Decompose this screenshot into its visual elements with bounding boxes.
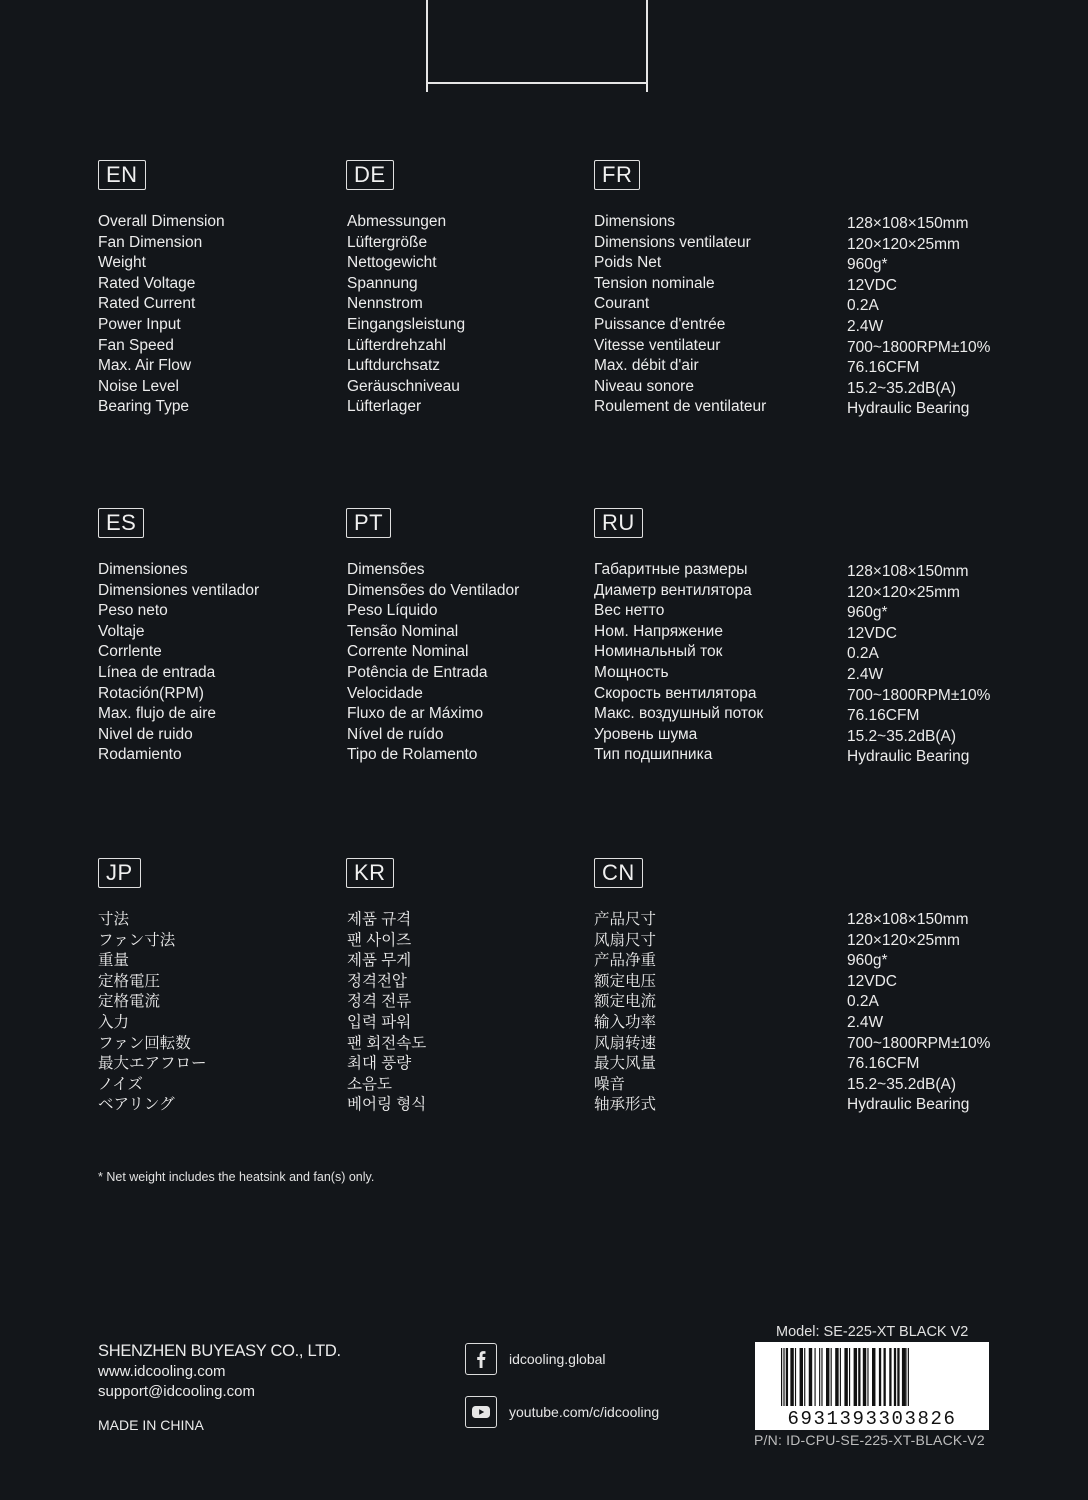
spec-item: ノイズ <box>98 1075 143 1093</box>
spec-item: Rotación(RPM) <box>98 684 204 702</box>
spec-item: 寸法 <box>98 911 130 928</box>
spec-item: ファン回転数 <box>98 1034 191 1052</box>
spec-item: 定格電圧 <box>98 972 161 990</box>
spec-labels-de <box>347 212 465 418</box>
facebook-link[interactable] <box>465 1343 606 1375</box>
company-email-link[interactable]: support@idcooling.com <box>98 1383 255 1400</box>
product-barcode <box>755 1342 989 1430</box>
spec-values <box>847 562 990 768</box>
spec-item: Spannung <box>347 274 418 292</box>
spec-item: Línea de entrada <box>98 663 216 681</box>
spec-item: 最大风量 <box>594 1055 657 1073</box>
spec-item: Overall Dimension <box>98 213 225 230</box>
spec-item: Weight <box>98 254 146 272</box>
barcode-number: 6931393303826 <box>787 1408 957 1430</box>
barcode-bar <box>786 1348 788 1408</box>
spec-item: 120×120×25mm <box>847 583 960 601</box>
youtube-icon <box>465 1396 497 1428</box>
spec-item: 120×120×25mm <box>847 931 960 949</box>
spec-item: Corrlente <box>98 643 162 661</box>
spec-item: Roulement de ventilateur <box>594 398 767 416</box>
spec-item: 제품 규격 <box>347 911 412 928</box>
spec-item: Courant <box>594 295 650 313</box>
spec-item: Lüftergröße <box>347 233 428 251</box>
spec-item: Lüfterdrehzahl <box>347 336 447 354</box>
spec-item: Luftdurchsatz <box>347 357 441 375</box>
spec-item: Tipo de Rolamento <box>347 746 478 764</box>
spec-item: 소음도 <box>347 1075 392 1093</box>
spec-item: 15.2~35.2dB(A) <box>847 379 957 397</box>
spec-item: Габаритные размеры <box>594 561 748 578</box>
youtube-link[interactable] <box>465 1396 659 1428</box>
spec-item: 128×108×150mm <box>847 215 969 232</box>
barcode-bar <box>889 1348 891 1408</box>
spec-item: Rodamiento <box>98 746 182 764</box>
spec-item: Hydraulic Bearing <box>847 748 970 766</box>
spec-item: Dimensões do Ventilador <box>347 581 520 599</box>
spec-item: Eingangsleistung <box>347 315 466 333</box>
barcode-bar <box>795 1348 796 1408</box>
barcode-bar <box>809 1348 812 1408</box>
barcode-bar <box>902 1348 905 1408</box>
spec-item: 入力 <box>98 1013 130 1031</box>
spec-item: 960g* <box>847 256 888 274</box>
spec-item: 2.4W <box>847 317 884 335</box>
spec-item: Bearing Type <box>98 398 190 416</box>
spec-item: Max. flujo de aire <box>98 705 217 723</box>
language-tag-jp: JP <box>98 858 141 888</box>
spec-item: Corrente Nominal <box>347 643 469 661</box>
language-tag-en: EN <box>98 160 146 190</box>
barcode-bar <box>854 1348 857 1408</box>
spec-item: Peso Líquido <box>347 602 438 620</box>
spec-labels-ru <box>594 560 763 766</box>
spec-item: Dimensions ventilateur <box>594 233 751 251</box>
spec-item: Voltaje <box>98 622 145 640</box>
spec-item: 风扇转速 <box>594 1034 657 1052</box>
spec-item: Dimensões <box>347 561 425 578</box>
spec-item: 0.2A <box>847 297 879 315</box>
language-tag-cn: CN <box>594 858 643 888</box>
barcode-bar <box>879 1348 881 1408</box>
company-info <box>98 1341 341 1403</box>
barcode-bar <box>872 1348 875 1408</box>
spec-labels-fr <box>594 212 766 418</box>
spec-item: 输入功率 <box>594 1013 657 1031</box>
barcode-bar <box>835 1348 838 1408</box>
spec-item: 0.2A <box>847 993 879 1011</box>
spec-item: 128×108×150mm <box>847 911 969 928</box>
company-website-link[interactable]: www.idcooling.com <box>98 1362 226 1380</box>
package-outline-box <box>426 0 648 84</box>
spec-item: Noise Level <box>98 377 179 395</box>
barcode-bar <box>821 1348 822 1408</box>
language-tag-ru: RU <box>594 508 643 538</box>
made-in-label: MADE IN CHINA <box>98 1417 204 1433</box>
spec-item: Velocidade <box>347 684 423 702</box>
spec-item: 700~1800RPM±10% <box>847 686 991 704</box>
spec-item: 额定电流 <box>594 993 657 1011</box>
spec-item: Hydraulic Bearing <box>847 1096 970 1114</box>
weight-footnote: * Net weight includes the heatsink and fan(s) only. <box>98 1170 375 1184</box>
spec-item: Диаметр вентилятора <box>594 581 752 599</box>
spec-item: Nivel de ruido <box>98 725 193 743</box>
spec-item: Power Input <box>98 315 181 333</box>
spec-item: Hydraulic Bearing <box>847 400 970 418</box>
language-tag-fr: FR <box>594 160 640 190</box>
spec-item: Tensão Nominal <box>347 622 459 640</box>
spec-item: 轴承形式 <box>594 1096 657 1114</box>
spec-item: 12VDC <box>847 276 897 294</box>
barcode-bar <box>840 1348 841 1408</box>
spec-item: Fan Dimension <box>98 233 203 251</box>
spec-item: 12VDC <box>847 972 897 990</box>
spec-item: Geräuschniveau <box>347 377 460 395</box>
spec-item: Nennstrom <box>347 295 423 313</box>
spec-item: Fan Speed <box>98 336 174 354</box>
spec-labels-es <box>98 560 259 766</box>
spec-item: Vitesse ventilateur <box>594 336 721 354</box>
barcode-bar <box>858 1348 860 1408</box>
spec-item: Dimensiones <box>98 561 188 578</box>
spec-item: Номинальный ток <box>594 643 723 661</box>
spec-item: Dimensions <box>594 213 675 230</box>
facebook-handle: idcooling.global <box>509 1351 606 1367</box>
spec-item: Rated Current <box>98 295 196 313</box>
spec-item: Уровень шума <box>594 725 698 743</box>
model-number: Model: SE-225-XT BLACK V2 <box>776 1324 969 1340</box>
spec-labels-kr <box>347 910 426 1116</box>
spec-item: 700~1800RPM±10% <box>847 1034 991 1052</box>
spec-labels-cn <box>594 910 656 1116</box>
spec-item: 12VDC <box>847 624 897 642</box>
barcode-bar <box>815 1348 816 1408</box>
spec-item: Dimensiones ventilador <box>98 581 260 599</box>
spec-item: 定格電流 <box>98 993 161 1011</box>
spec-item: 베어링 형식 <box>347 1096 427 1114</box>
spec-item: Max. débit d'air <box>594 357 699 375</box>
spec-item: 정격 전류 <box>347 993 412 1011</box>
spec-item: 700~1800RPM±10% <box>847 338 991 356</box>
barcode-bar <box>894 1348 896 1408</box>
spec-item: 정격전압 <box>347 972 407 990</box>
language-tag-kr: KR <box>346 858 394 888</box>
spec-item: ベアリング <box>98 1096 175 1114</box>
spec-item: Скорость вентилятора <box>594 684 757 702</box>
spec-item: 额定电压 <box>594 972 657 990</box>
spec-item: Abmessungen <box>347 213 447 230</box>
spec-item: 产品净重 <box>594 952 657 970</box>
spec-item: 2.4W <box>847 1013 884 1031</box>
company-name: SHENZHEN BUYEASY CO., LTD. <box>98 1342 341 1360</box>
spec-item: 팬 회전속도 <box>347 1034 427 1052</box>
spec-item: 15.2~35.2dB(A) <box>847 1075 957 1093</box>
spec-item: 제품 무게 <box>347 952 412 970</box>
barcode-bar <box>844 1348 847 1408</box>
spec-item: Тип подшипника <box>594 746 713 764</box>
spec-item: Макс. воздушный поток <box>594 705 764 723</box>
spec-item: Мощность <box>594 663 669 681</box>
spec-item: 120×120×25mm <box>847 235 960 253</box>
spec-item: 960g* <box>847 952 888 970</box>
spec-item: 입력 파워 <box>347 1013 412 1031</box>
spec-labels-pt <box>347 560 519 766</box>
facebook-icon <box>465 1343 497 1375</box>
barcode-bar <box>884 1348 886 1408</box>
spec-item: 76.16CFM <box>847 359 920 377</box>
spec-item: 0.2A <box>847 645 879 663</box>
spec-labels-en <box>98 212 225 418</box>
spec-item: Lüfterlager <box>347 398 422 416</box>
spec-item: Niveau sonore <box>594 377 694 395</box>
barcode-bar <box>790 1348 793 1408</box>
spec-item: Max. Air Flow <box>98 357 192 375</box>
barcode-bar <box>897 1348 899 1408</box>
spec-item: 팬 사이즈 <box>347 931 412 949</box>
spec-item: ファン寸法 <box>98 931 176 949</box>
spec-item: 76.16CFM <box>847 707 920 725</box>
spec-item: 76.16CFM <box>847 1055 920 1073</box>
barcode-bar <box>831 1348 832 1408</box>
language-tag-pt: PT <box>346 508 391 538</box>
barcode-bar <box>800 1348 803 1408</box>
spec-item: 产品尺寸 <box>594 911 657 928</box>
spec-item: Nível de ruído <box>347 725 444 743</box>
barcode-bar <box>826 1348 829 1408</box>
spec-labels-jp <box>98 910 207 1116</box>
spec-values <box>847 214 990 420</box>
spec-item: 噪音 <box>594 1075 626 1093</box>
barcode-bar <box>804 1348 805 1408</box>
barcode-bar <box>819 1348 820 1408</box>
part-number: P/N: ID-CPU-SE-225-XT-BLACK-V2 <box>754 1432 985 1448</box>
spec-item: 重量 <box>98 952 130 970</box>
spec-item: 15.2~35.2dB(A) <box>847 727 957 745</box>
spec-item: 最大エアフロー <box>98 1055 207 1073</box>
spec-item: Rated Voltage <box>98 274 196 292</box>
language-tag-de: DE <box>346 160 394 190</box>
language-tag-es: ES <box>98 508 144 538</box>
spec-item: 128×108×150mm <box>847 563 969 580</box>
spec-values <box>847 910 990 1116</box>
spec-item: Ном. Напряжение <box>594 622 723 640</box>
spec-item: 风扇尺寸 <box>594 931 657 949</box>
spec-item: Puissance d'entrée <box>594 315 726 333</box>
spec-item: 2.4W <box>847 665 884 683</box>
spec-item: Fluxo de ar Máximo <box>347 705 484 723</box>
spec-item: Tension nominale <box>594 274 715 292</box>
spec-item: Nettogewicht <box>347 254 437 272</box>
spec-item: 960g* <box>847 604 888 622</box>
spec-item: Вес нетто <box>594 602 665 620</box>
spec-item: Potência de Entrada <box>347 663 488 681</box>
spec-item: Poids Net <box>594 254 662 272</box>
spec-item: Peso neto <box>98 602 168 620</box>
barcode-bar <box>849 1348 850 1408</box>
barcode-bar <box>867 1348 868 1408</box>
spec-item: 최대 풍량 <box>347 1055 412 1073</box>
barcode-bar <box>863 1348 866 1408</box>
youtube-url: youtube.com/c/idcooling <box>509 1404 660 1420</box>
